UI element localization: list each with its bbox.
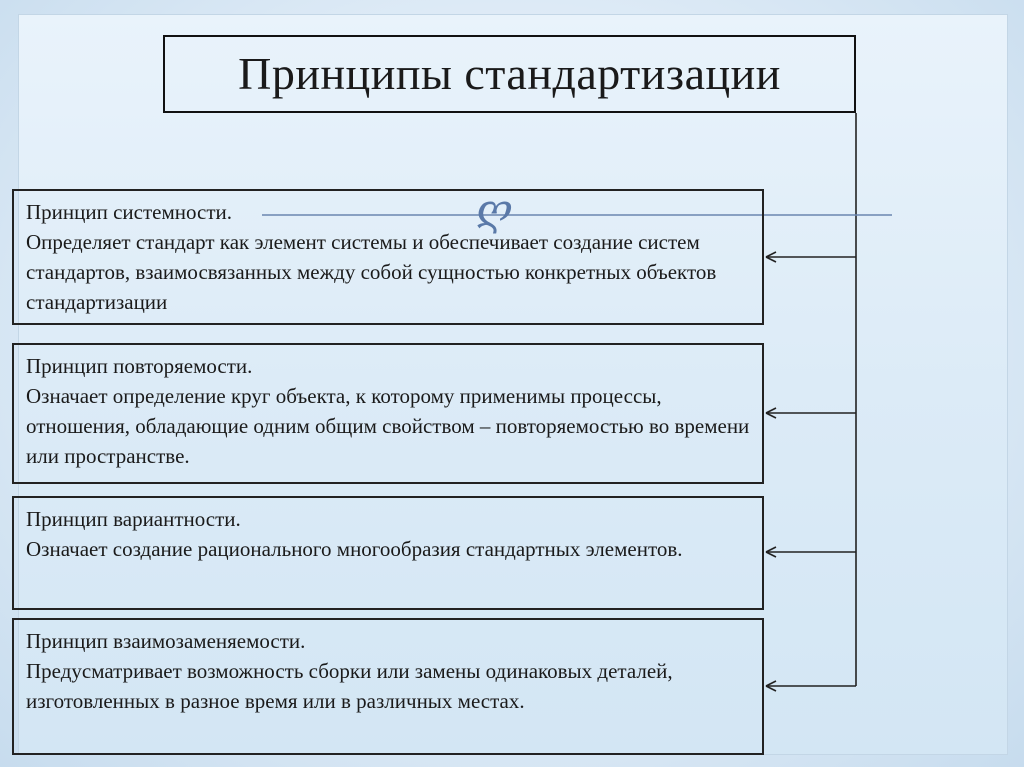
principle-description: Предусматривает возможность сборки или замены одинаковых деталей, изготовленных в разное время или в различных местах.	[26, 659, 678, 713]
principle-description: Означает определение круг объекта, к которому применимы процессы, отношения, обладающие одним общим свойством – повторяемостью во времени или пространстве.	[26, 384, 755, 468]
slide-title: Принципы стандартизации	[238, 48, 781, 99]
principle-name: Принцип вариантности.	[26, 507, 241, 531]
principle-name: Принцип системности.	[26, 200, 233, 224]
title-box	[163, 35, 856, 113]
principle-name: Принцип взаимозаменяемости.	[26, 629, 306, 653]
ornament-flourish-icon: ღ	[476, 188, 513, 234]
principle-box-interchangeability	[12, 618, 764, 755]
principle-description: Означает создание рационального многообразия стандартных элементов.	[26, 537, 683, 561]
principle-box-variance	[12, 496, 764, 610]
principle-box-repeatability	[12, 343, 764, 484]
principle-box-systemness	[12, 189, 764, 325]
principle-description: Определяет стандарт как элемент системы и обеспечивает создание систем стандартов, взаимосвязанных между собой сущностью конкретных объектов стандартизации	[26, 230, 722, 314]
principle-name: Принцип повторяемости.	[26, 354, 253, 378]
